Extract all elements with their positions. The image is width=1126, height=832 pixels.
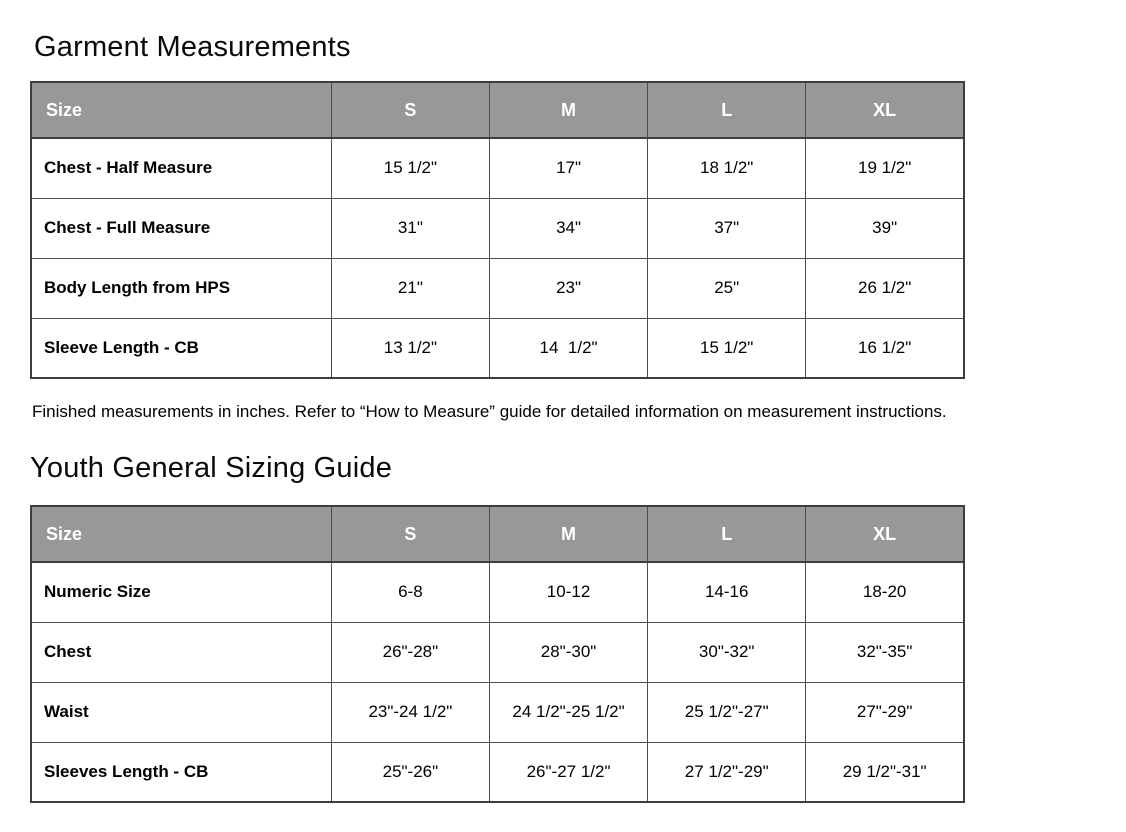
measurement-cell: 31"	[331, 198, 489, 258]
measurement-cell: 27"-29"	[806, 682, 964, 742]
garment-measurements-title: Garment Measurements	[34, 31, 351, 63]
size-header-xl: XL	[806, 82, 964, 138]
size-header-s: S	[331, 506, 489, 562]
measurement-cell: 14-16	[648, 562, 806, 622]
youth-sizing-title: Youth General Sizing Guide	[30, 452, 393, 484]
measurement-cell: 29 1/2"-31"	[806, 742, 964, 802]
measurement-cell: 23"	[489, 258, 647, 318]
size-column-header: Size	[31, 506, 331, 562]
measurement-cell: 19 1/2"	[806, 138, 964, 198]
measurement-cell: 26"-28"	[331, 622, 489, 682]
measurement-cell: 30"-32"	[648, 622, 806, 682]
garment-header-row	[31, 82, 964, 138]
measurement-cell: 18-20	[806, 562, 964, 622]
measurement-cell: 17"	[489, 138, 647, 198]
row-label: Chest	[31, 622, 331, 682]
measurement-cell: 34"	[489, 198, 647, 258]
size-header-s: S	[331, 82, 489, 138]
measurement-cell: 15 1/2"	[648, 318, 806, 378]
measurement-cell: 14 1/2"	[489, 318, 647, 378]
row-label: Chest - Full Measure	[31, 198, 331, 258]
row-label: Sleeve Length - CB	[31, 318, 331, 378]
row-label: Sleeves Length - CB	[31, 742, 331, 802]
measurement-cell: 25"	[648, 258, 806, 318]
size-header-xl: XL	[806, 506, 964, 562]
garment-measurements-table	[30, 81, 965, 379]
size-header-l: L	[648, 82, 806, 138]
table-row	[31, 682, 964, 742]
row-label: Chest - Half Measure	[31, 138, 331, 198]
table-row	[31, 198, 964, 258]
measurement-cell: 32"-35"	[806, 622, 964, 682]
measurement-cell: 27 1/2"-29"	[648, 742, 806, 802]
table-row	[31, 138, 964, 198]
measurement-cell: 25"-26"	[331, 742, 489, 802]
measurement-cell: 10-12	[489, 562, 647, 622]
table-row	[31, 622, 964, 682]
measurement-cell: 25 1/2"-27"	[648, 682, 806, 742]
measurement-cell: 16 1/2"	[806, 318, 964, 378]
measurement-cell: 24 1/2"-25 1/2"	[489, 682, 647, 742]
measurement-note: Finished measurements in inches. Refer to “How to Measure” guide for detailed information on measurement instructions.	[32, 402, 947, 421]
size-column-header: Size	[31, 82, 331, 138]
size-header-m: M	[489, 82, 647, 138]
measurement-cell: 15 1/2"	[331, 138, 489, 198]
measurement-cell: 26 1/2"	[806, 258, 964, 318]
row-label: Numeric Size	[31, 562, 331, 622]
measurement-cell: 21"	[331, 258, 489, 318]
table-row	[31, 562, 964, 622]
row-label: Body Length from HPS	[31, 258, 331, 318]
measurement-cell: 28"-30"	[489, 622, 647, 682]
measurement-cell: 37"	[648, 198, 806, 258]
youth-header-row	[31, 506, 964, 562]
measurement-cell: 18 1/2"	[648, 138, 806, 198]
size-header-m: M	[489, 506, 647, 562]
measurement-cell: 23"-24 1/2"	[331, 682, 489, 742]
measurement-cell: 6-8	[331, 562, 489, 622]
youth-sizing-table	[30, 505, 965, 803]
table-row	[31, 258, 964, 318]
measurement-cell: 39"	[806, 198, 964, 258]
row-label: Waist	[31, 682, 331, 742]
size-header-l: L	[648, 506, 806, 562]
measurement-cell: 13 1/2"	[331, 318, 489, 378]
table-row	[31, 318, 964, 378]
table-row	[31, 742, 964, 802]
measurement-cell: 26"-27 1/2"	[489, 742, 647, 802]
